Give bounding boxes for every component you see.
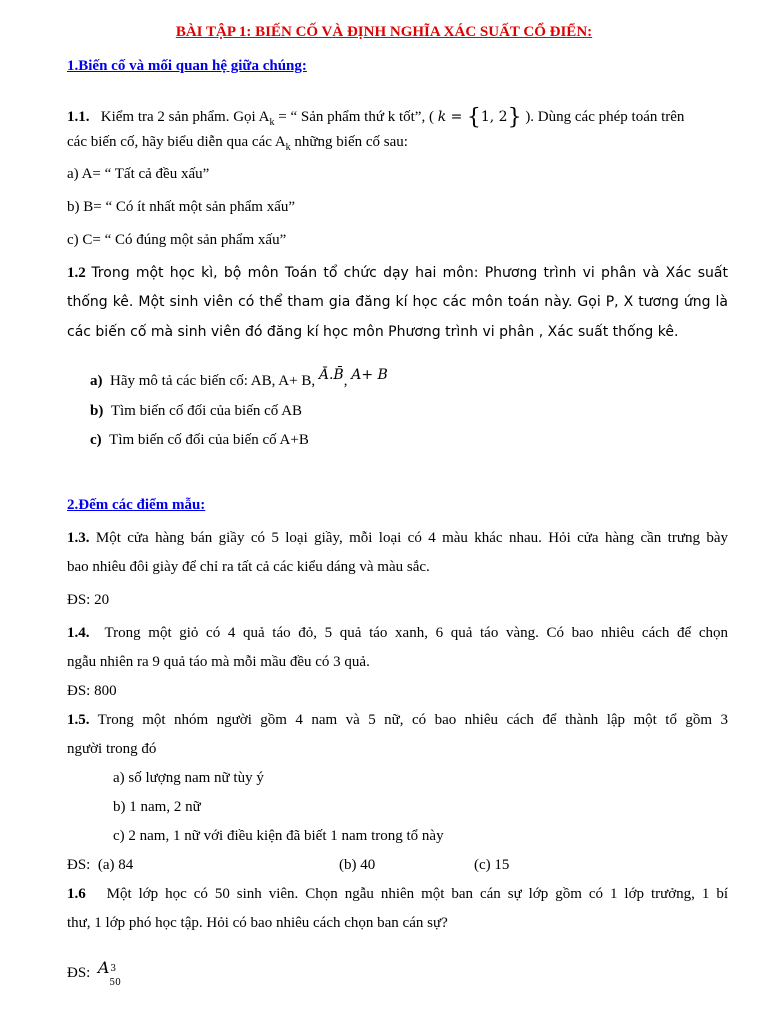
math-a-plus-b: A+ B xyxy=(351,367,388,383)
exercise-1-3-line-1: 1.3. Một cửa hàng bán giầy có 5 loại giầy, mỗi loại có 4 màu khác nhau. Hỏi cửa hàng cần trưng bày xyxy=(67,530,728,546)
exercise-number: 1.1. xyxy=(67,109,90,125)
document-title: BÀI TẬP 1: BIẾN CỐ VÀ ĐỊNH NGHĨA XÁC SUẤT CỔ ĐIỂN: xyxy=(175,24,593,40)
math-arrangement: A 3 50 xyxy=(97,958,121,988)
exercise-1-6-line-1: 1.6 Một lớp học có 50 sinh viên. Chọn ngẫu nhiên một ban cán sự lớp gồm có 1 lớp trưởng, 1 bí xyxy=(67,886,728,902)
math-not-a-dot-not-b: Ā.B̄ xyxy=(318,367,344,383)
section-1-heading: 1.Biến cố và mối quan hệ giữa chúng: xyxy=(67,58,307,74)
section-2-heading: 2.Đếm các điểm mẫu: xyxy=(67,497,206,513)
exercise-1-2-line-1: 1.2 Trong một học kì, bộ môn Toán tổ chức dạy hai môn: Phương trình vi phân và Xác suất xyxy=(67,265,728,281)
exercise-1-1-item-a: a) A= “ Tất cả đều xấu” xyxy=(67,166,210,182)
exercise-1-2-item-b: b) Tìm biến cố đối của biến cố AB xyxy=(90,403,303,419)
exercise-1-5-item-a: a) số lượng nam nữ tùy ý xyxy=(113,770,264,786)
exercise-1-3-line-2: bao nhiêu đôi giày để chỉ ra tất cả các kiểu dáng và màu sắc. xyxy=(67,559,430,575)
exercise-1-5-answer-c: (c) 15 xyxy=(474,857,510,873)
exercise-1-1-item-c: c) C= “ Có đúng một sản phẩm xấu” xyxy=(67,232,287,248)
exercise-1-1-line-2: các biến cố, hãy biểu diễn qua các $A_k$ những biến cố sau: xyxy=(67,134,408,153)
answer-a: (a) 84 xyxy=(97,857,134,873)
exercise-1-5-line-2: người trong đó xyxy=(67,741,157,757)
exercise-1-1-line-1: 1.1. Kiểm tra 2 sản phẩm. Gọi $A_k$ = “ Sản phẩm thứ k tốt”, ( k = {1, 2} ). Dùng các phép toán trên xyxy=(67,105,685,130)
exercise-1-4-line-1: 1.4. Trong một giỏ có 4 quả táo đỏ, 5 quả táo xanh, 6 quả táo vàng. Có bao nhiêu cách để chọn xyxy=(67,625,728,641)
exercise-1-4-answer: ĐS: 800 xyxy=(67,683,117,699)
exercise-1-5-answer-label: ĐS: (a) 84 xyxy=(67,857,134,873)
exercise-1-6-line-2: thư, 1 lớp phó học tập. Hỏi có bao nhiêu cách chọn ban cán sự? xyxy=(67,915,448,931)
exercise-1-2-line-3: các biến cố mà sinh viên đó đăng kí học môn Phương trình vi phân , Xác suất thống kê. xyxy=(67,324,679,340)
exercise-1-4-line-2: ngẫu nhiên ra 9 quả táo mà mỗi mầu đều có 3 quả. xyxy=(67,654,370,670)
exercise-1-3-answer: ĐS: 20 xyxy=(67,592,110,608)
exercise-1-2-item-c: c) Tìm biến cố đối của biến cố A+B xyxy=(90,432,309,448)
exercise-1-5-answer-b: (b) 40 xyxy=(339,857,376,873)
math-k-set: k = {1, 2} xyxy=(437,105,522,130)
exercise-1-5-line-1: 1.5. Trong một nhóm người gồm 4 nam và 5 nữ, có bao nhiêu cách để thành lập một tổ gồm 3 xyxy=(67,712,728,728)
exercise-1-6-answer: ĐS: A 3 50 xyxy=(67,962,123,982)
exercise-1-1-item-b: b) B= “ Có ít nhất một sản phẩm xấu” xyxy=(67,199,296,215)
exercise-1-5-item-c: c) 2 nam, 1 nữ với điều kiện đã biết 1 nam trong tổ này xyxy=(113,828,444,844)
exercise-1-2-line-2: thống kê. Một sinh viên có thể tham gia đăng kí học các môn toán này. Gọi P, X tương ứng là xyxy=(67,294,728,310)
exercise-1-5-item-b: b) 1 nam, 2 nữ xyxy=(113,799,201,815)
exercise-1-2-item-a: a) Hãy mô tả các biến cố: AB, A+ B, Ā.B̄, A+ B xyxy=(90,367,388,389)
